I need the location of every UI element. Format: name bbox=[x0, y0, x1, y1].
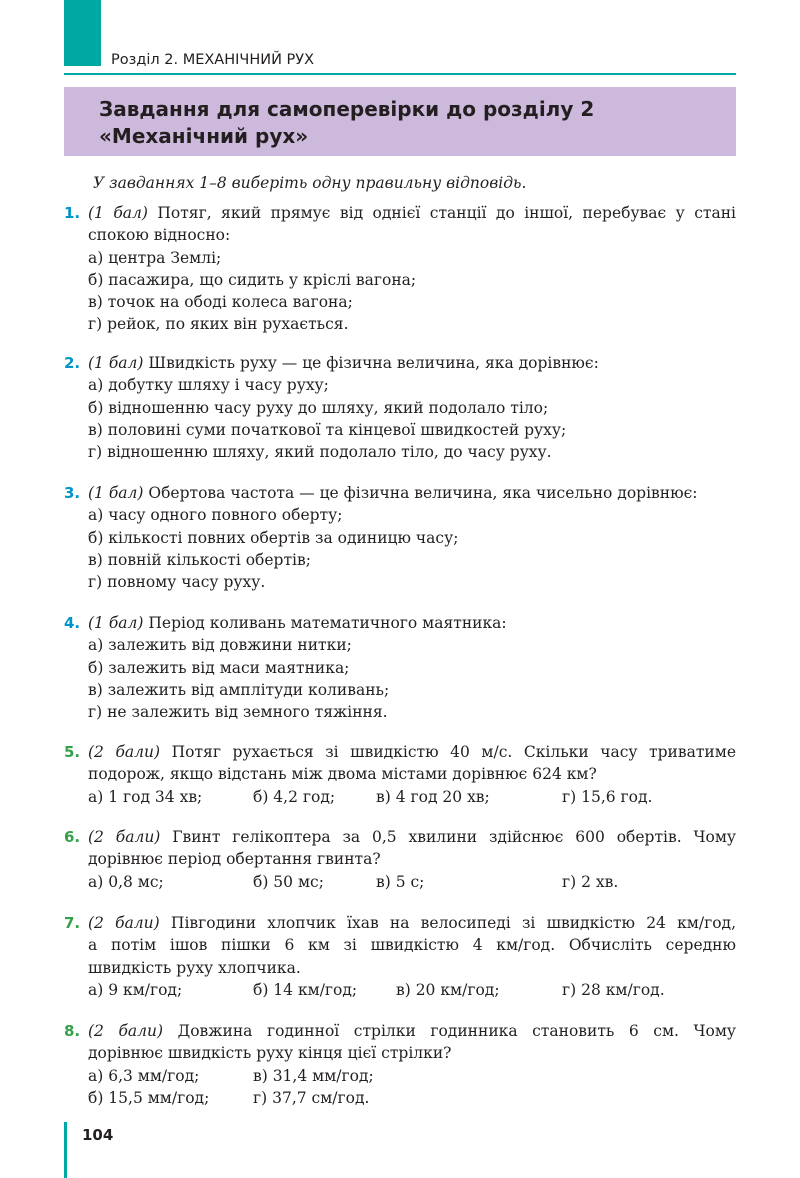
question-text: Півгодини хлопчик їхав на велосипеді зі швидкістю 24 км/год, bbox=[159, 914, 737, 932]
question-text: Довжина годинної стрілки годинника становить 6 см. Чому bbox=[163, 1022, 737, 1040]
question-number: 6. bbox=[64, 828, 81, 846]
answer-option: б) 14 км/год; bbox=[253, 980, 358, 999]
answer-option: а) залежить від довжини нитки; bbox=[88, 636, 352, 655]
answer-option: в) залежить від амплітуди коливань; bbox=[88, 680, 390, 699]
question-number: 4. bbox=[64, 614, 81, 632]
answer-row bbox=[64, 1065, 736, 1087]
question-number: 2. bbox=[64, 354, 81, 372]
question-number: 5. bbox=[64, 743, 81, 761]
answer-option: в) 5 с; bbox=[376, 872, 425, 891]
answer-option: г) 28 км/год. bbox=[562, 980, 665, 999]
answer-option: г) не залежить від земного тяжіння. bbox=[88, 703, 388, 722]
page-margin-bar bbox=[64, 1122, 67, 1178]
answer-option: б) залежить від маси маятника; bbox=[88, 658, 350, 677]
answer-row bbox=[64, 871, 736, 893]
answer-row bbox=[64, 786, 736, 808]
answer-option: г) рейок, по яких він рухається. bbox=[88, 315, 349, 334]
question-text: Період коливань математичного маятника: bbox=[143, 614, 507, 632]
question-number: 8. bbox=[64, 1022, 81, 1040]
question-1 bbox=[64, 202, 736, 336]
question-text: Гвинт гелікоптера за 0,5 хвилини здійснює 600 обертів. Чому bbox=[160, 828, 736, 846]
question-points: (1 бал) bbox=[88, 484, 144, 502]
answer-option: г) відношенню шляху, який подолало тіло, до часу руху. bbox=[88, 443, 552, 462]
answer-option: б) кількості повних обертів за одиницю часу; bbox=[88, 528, 459, 547]
title-line-1: Завдання для самоперевірки до розділу 2 bbox=[99, 97, 595, 121]
answer-option: а) 6,3 мм/год; bbox=[88, 1066, 200, 1085]
answer-row bbox=[64, 979, 736, 1001]
answer-option: г) 2 хв. bbox=[562, 872, 619, 891]
answer-option: а) добутку шляху і часу руху; bbox=[88, 376, 329, 395]
question-text: а потім ішов пішки 6 км зі швидкістю 4 км/год. Обчисліть середню bbox=[88, 936, 736, 955]
page-number: 104 bbox=[82, 1126, 114, 1144]
question-text: Потяг, який прямує від однієї станції до іншої, перебуває у стані bbox=[147, 204, 736, 222]
answer-option: в) 4 год 20 хв; bbox=[376, 787, 490, 806]
answer-option: а) центра Землі; bbox=[88, 248, 222, 267]
running-header: Розділ 2. МЕХАНІЧНИЙ РУХ bbox=[111, 52, 315, 68]
question-text: Обертова частота — це фізична величина, яка чисельно дорівнює: bbox=[143, 484, 698, 502]
question-number: 1. bbox=[64, 204, 81, 222]
question-7 bbox=[64, 912, 736, 1001]
question-5 bbox=[64, 741, 736, 808]
question-text: дорівнює швидкість руху кінця цієї стрілки? bbox=[88, 1044, 452, 1063]
question-points: (1 бал) bbox=[88, 614, 144, 632]
answer-option: в) половині суми початкової та кінцевої швидкостей руху; bbox=[88, 420, 567, 439]
question-points: (1 бал) bbox=[88, 354, 144, 372]
page-title bbox=[64, 87, 736, 156]
question-text: спокою відносно: bbox=[88, 226, 231, 245]
question-text: швидкість руху хлопчика. bbox=[88, 958, 301, 977]
title-line-2: «Механічний рух» bbox=[99, 124, 309, 148]
question-8 bbox=[64, 1020, 736, 1109]
answer-option: б) 15,5 мм/год; bbox=[88, 1088, 210, 1107]
answer-row bbox=[64, 1087, 736, 1109]
question-points: (1 бал) bbox=[88, 204, 148, 222]
question-4 bbox=[64, 612, 736, 723]
answer-option: в) повній кількості обертів; bbox=[88, 550, 311, 569]
question-points: (2 бали) bbox=[88, 914, 160, 932]
answer-option: в) точок на ободі колеса вагона; bbox=[88, 293, 353, 312]
answer-option: г) 37,7 см/год. bbox=[253, 1088, 370, 1107]
answer-option: б) 50 мс; bbox=[253, 872, 324, 891]
header-divider bbox=[64, 73, 736, 75]
answer-option: а) 9 км/год; bbox=[88, 980, 183, 999]
question-2 bbox=[64, 352, 736, 463]
answer-option: б) пасажира, що сидить у кріслі вагона; bbox=[88, 270, 417, 289]
question-text: Швидкість руху — це фізична величина, яка дорівнює: bbox=[143, 354, 599, 372]
answer-option: в) 31,4 мм/год; bbox=[253, 1066, 374, 1085]
answer-option: а) 0,8 мс; bbox=[88, 872, 164, 891]
answer-option: г) повному часу руху. bbox=[88, 573, 266, 592]
question-points: (2 бали) bbox=[88, 828, 161, 846]
question-text: подорож, якщо відстань між двома містами дорівнює 624 км? bbox=[88, 765, 597, 784]
section-marker-bar bbox=[64, 0, 101, 66]
question-points: (2 бали) bbox=[88, 743, 161, 761]
answer-option: б) відношенню часу руху до шляху, який подолало тіло; bbox=[88, 398, 549, 417]
question-text: Потяг рухається зі швидкістю 40 м/с. Скільки часу триватиме bbox=[160, 743, 736, 761]
question-number: 7. bbox=[64, 914, 81, 932]
question-3 bbox=[64, 482, 736, 593]
answer-option: г) 15,6 год. bbox=[562, 787, 653, 806]
question-text: дорівнює період обертання гвинта? bbox=[88, 850, 381, 869]
answer-option: б) 4,2 год; bbox=[253, 787, 336, 806]
answer-option: в) 20 км/год; bbox=[396, 980, 500, 999]
question-points: (2 бали) bbox=[88, 1022, 164, 1040]
answer-option: а) часу одного повного оберту; bbox=[88, 506, 343, 525]
question-number: 3. bbox=[64, 484, 81, 502]
question-6 bbox=[64, 826, 736, 893]
answer-option: а) 1 год 34 хв; bbox=[88, 787, 203, 806]
instructions: У завданнях 1–8 виберіть одну правильну відповідь. bbox=[93, 174, 527, 192]
